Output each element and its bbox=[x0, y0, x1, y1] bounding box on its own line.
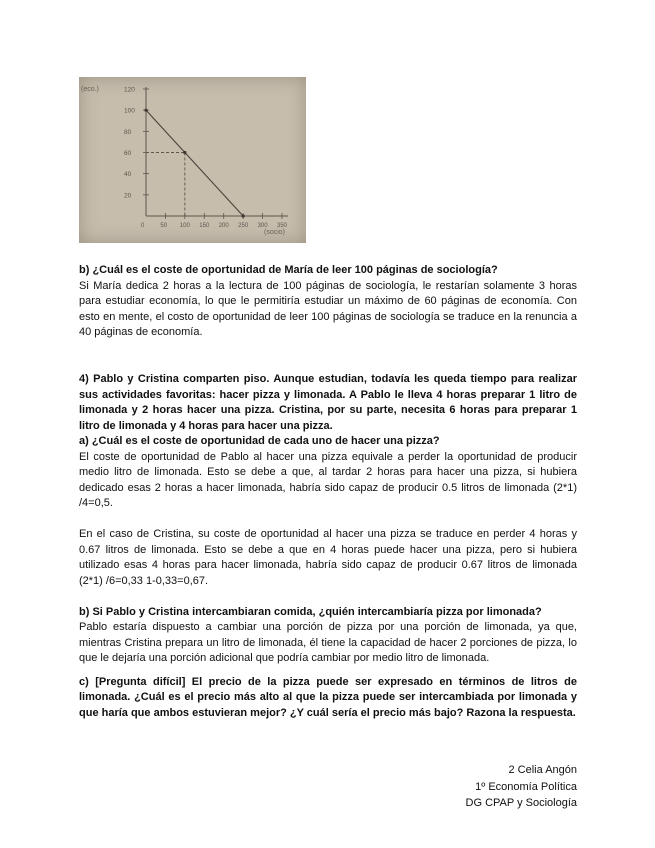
x-tick-label: 350 bbox=[277, 223, 288, 229]
signature-name: 2 Celia Angón bbox=[508, 764, 577, 776]
ppf-marked-point bbox=[183, 151, 186, 154]
answer-4b: Pablo estaría dispuesto a cambiar una porción de pizza por una porción de limonada, ya que, mientras Cristina prepara un litro de limonada, él tiene la capacidad de hacer 2 porciones de pizza, lo que le dejaría una porción adicional que podría cambiar por medio litro de limonada. bbox=[79, 621, 577, 664]
x-tick-label: 100 bbox=[179, 223, 190, 229]
y-tick-label: 20 bbox=[124, 192, 132, 200]
question-4c: c) [Pregunta difícil] El precio de la pizza puede ser expresado en términos de litros de limonada. ¿Cuál es el precio más alto al que la pizza puede ser intercambiada por limonada y que haría que ambos estuvieran mejor? ¿Y cuál sería el precio más bajo? Razona la respuesta. bbox=[79, 675, 577, 719]
ppf-graph bbox=[79, 77, 306, 243]
x-axis-unit: (socio) bbox=[264, 229, 286, 236]
y-tick-label: 40 bbox=[124, 171, 132, 179]
ppf-endpoint-y bbox=[144, 109, 147, 112]
x-tick-label: 50 bbox=[160, 223, 168, 229]
section-b bbox=[79, 263, 577, 341]
question-4b: b) Si Pablo y Cristina intercambiaran comida, ¿quién intercambiaría pizza por limonada? bbox=[79, 605, 542, 618]
y-tick-label: 60 bbox=[124, 150, 132, 157]
author-signature bbox=[466, 762, 577, 812]
x-tick-label: 150 bbox=[199, 223, 210, 229]
question-4a: a) ¿Cuál es el coste de oportunidad de cada uno de hacer una pizza? bbox=[79, 435, 440, 447]
problem-4-statement: 4) Pablo y Cristina comparten piso. Aunque estudian, todavía les queda tiempo para realizar sus actividades favoritas: hacer pizza y limonada. A Pablo le lleva 4 horas preparar 1 litro de limonada y 2 horas hacer una pizza. Cristina, por su parte, necesita 6 horas para preparar 1 litro de limonada y 4 horas para hacer una pizza. bbox=[79, 373, 577, 432]
ppf-line bbox=[146, 110, 243, 216]
x-tick-label: 0 bbox=[141, 223, 145, 229]
question-b-sociology: b) ¿Cuál es el coste de oportunidad de María de leer 100 páginas de sociología? bbox=[79, 264, 498, 276]
x-tick-label: 300 bbox=[257, 223, 268, 229]
signature-course: 1º Economía Política bbox=[475, 780, 577, 793]
x-tick-label: 200 bbox=[218, 223, 229, 229]
answer-4a-pablo: El coste de oportunidad de Pablo al hacer una pizza equivale a perder la oportunidad de producir medio litro de limonada. Esto se debe a que, al tardar 2 horas para hacer una pizza, si hubiera dedicado esas 2 horas a hacer limonada, habría sido capaz de producir 0.5 litros de limonada (2*1) /4=0,5. bbox=[79, 450, 577, 509]
problem-4 bbox=[79, 372, 577, 721]
signature-degree: DG CPAP y Sociología bbox=[465, 797, 577, 809]
ppf-endpoint-x bbox=[242, 214, 245, 217]
y-axis-unit: (eco.) bbox=[81, 86, 99, 93]
answer-b-sociology: Si María dedica 2 horas a la lectura de 100 páginas de sociología, le restarían solamente 3 horas para estudiar economía, lo que le permitiría estudiar un máximo de 60 páginas de economía. Con esto en mente, el costo de oportunidad de leer 100 páginas de sociología se traduce en la renuncia a 40 páginas de economía. bbox=[79, 279, 577, 338]
x-tick-label: 250 bbox=[238, 223, 249, 229]
y-tick-label: 120 bbox=[124, 86, 135, 94]
y-tick-label: 100 bbox=[124, 107, 135, 115]
answer-4a-cristina: En el caso de Cristina, su coste de oportunidad al hacer una pizza se traduce en perder 4 horas y 0.67 litros de limonada. Esto se debe a que en 4 horas puede hacer una pizza, pero si hubiera utilizado esas 4 horas para hacer limonada, habría sido capaz de producir 0.67 litros de limonada (2*1) /6=0,33 1-0,33=0,67. bbox=[79, 528, 577, 587]
hand-drawn-graph-photo bbox=[79, 77, 306, 243]
y-tick-label: 80 bbox=[124, 128, 132, 136]
